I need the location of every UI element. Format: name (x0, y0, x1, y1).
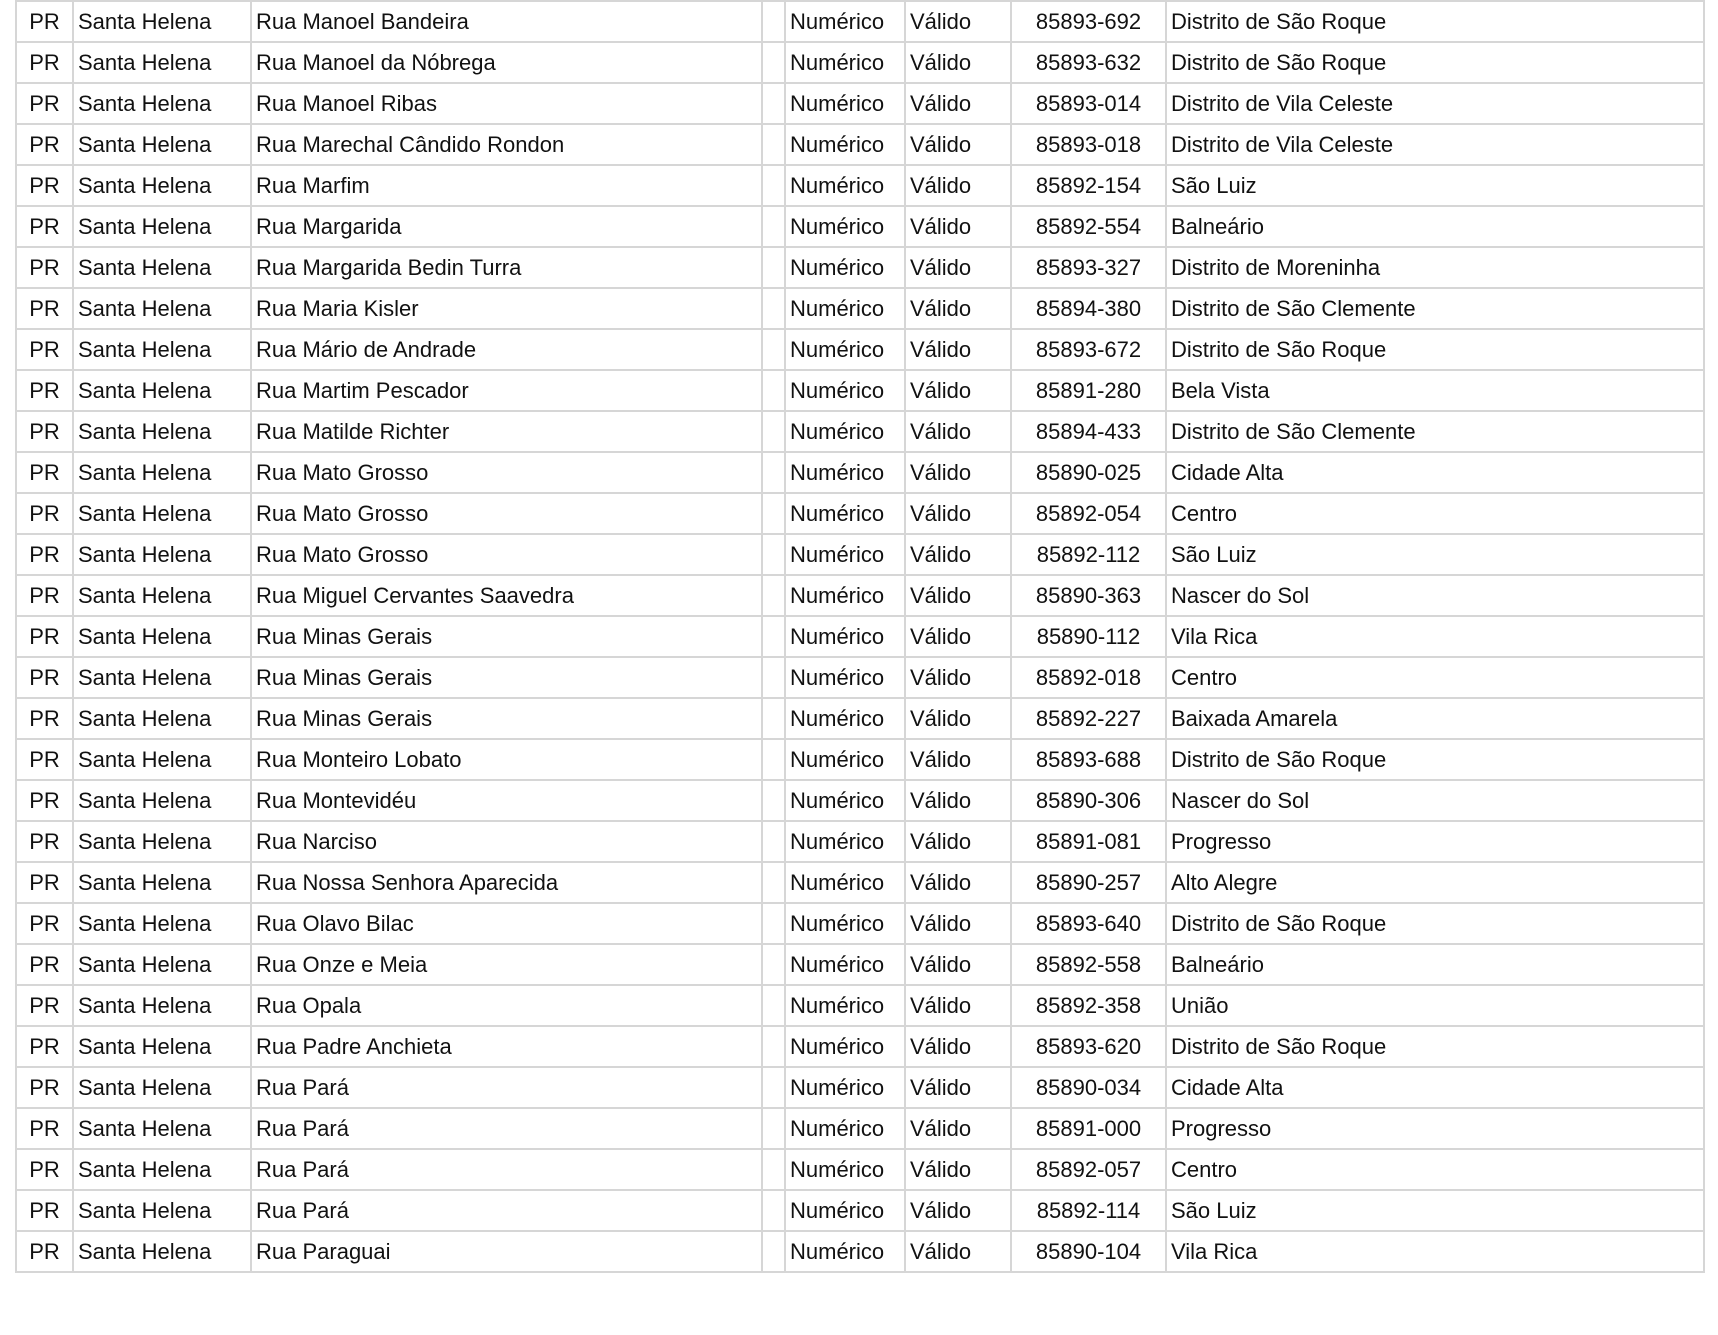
city-cell: Santa Helena (73, 698, 251, 739)
table-row (16, 1108, 1704, 1149)
neighborhood-cell: Distrito de Moreninha (1166, 247, 1704, 288)
spacer-cell (762, 575, 785, 616)
status-cell: Válido (905, 698, 1011, 739)
status-cell: Válido (905, 165, 1011, 206)
type-cell: Numérico (785, 247, 905, 288)
table-row (16, 1149, 1704, 1190)
uf-cell: PR (16, 124, 73, 165)
uf-cell: PR (16, 698, 73, 739)
table-row (16, 575, 1704, 616)
status-cell: Válido (905, 534, 1011, 575)
spacer-cell (762, 1108, 785, 1149)
city-cell: Santa Helena (73, 821, 251, 862)
neighborhood-cell: Vila Rica (1166, 1231, 1704, 1272)
uf-cell: PR (16, 780, 73, 821)
status-cell: Válido (905, 616, 1011, 657)
spacer-cell (762, 1026, 785, 1067)
table-row (16, 1231, 1704, 1272)
spacer-cell (762, 42, 785, 83)
cep-cell: 85890-034 (1011, 1067, 1166, 1108)
table-row (16, 165, 1704, 206)
cep-cell: 85892-227 (1011, 698, 1166, 739)
city-cell: Santa Helena (73, 206, 251, 247)
cep-cell: 85893-018 (1011, 124, 1166, 165)
status-cell: Válido (905, 42, 1011, 83)
street-cell: Rua Marfim (251, 165, 762, 206)
type-cell: Numérico (785, 493, 905, 534)
street-cell: Rua Pará (251, 1067, 762, 1108)
type-cell: Numérico (785, 42, 905, 83)
type-cell: Numérico (785, 1108, 905, 1149)
status-cell: Válido (905, 452, 1011, 493)
spacer-cell (762, 1, 785, 42)
city-cell: Santa Helena (73, 616, 251, 657)
type-cell: Numérico (785, 944, 905, 985)
city-cell: Santa Helena (73, 1108, 251, 1149)
spacer-cell (762, 657, 785, 698)
cep-table (15, 0, 1705, 1273)
uf-cell: PR (16, 1231, 73, 1272)
status-cell: Válido (905, 780, 1011, 821)
table-row (16, 288, 1704, 329)
type-cell: Numérico (785, 1, 905, 42)
city-cell: Santa Helena (73, 247, 251, 288)
type-cell: Numérico (785, 83, 905, 124)
status-cell: Válido (905, 944, 1011, 985)
uf-cell: PR (16, 821, 73, 862)
street-cell: Rua Maria Kisler (251, 288, 762, 329)
table-row (16, 657, 1704, 698)
uf-cell: PR (16, 575, 73, 616)
uf-cell: PR (16, 1, 73, 42)
city-cell: Santa Helena (73, 329, 251, 370)
spacer-cell (762, 534, 785, 575)
table-row (16, 206, 1704, 247)
street-cell: Rua Minas Gerais (251, 698, 762, 739)
street-cell: Rua Onze e Meia (251, 944, 762, 985)
street-cell: Rua Manoel da Nóbrega (251, 42, 762, 83)
status-cell: Válido (905, 985, 1011, 1026)
status-cell: Válido (905, 288, 1011, 329)
uf-cell: PR (16, 862, 73, 903)
table-row (16, 1067, 1704, 1108)
street-cell: Rua Manoel Ribas (251, 83, 762, 124)
street-cell: Rua Nossa Senhora Aparecida (251, 862, 762, 903)
street-cell: Rua Miguel Cervantes Saavedra (251, 575, 762, 616)
cep-cell: 85890-257 (1011, 862, 1166, 903)
type-cell: Numérico (785, 165, 905, 206)
type-cell: Numérico (785, 657, 905, 698)
spacer-cell (762, 411, 785, 452)
status-cell: Válido (905, 83, 1011, 124)
status-cell: Válido (905, 493, 1011, 534)
street-cell: Rua Padre Anchieta (251, 1026, 762, 1067)
type-cell: Numérico (785, 1149, 905, 1190)
neighborhood-cell: Balneário (1166, 944, 1704, 985)
spacer-cell (762, 165, 785, 206)
uf-cell: PR (16, 493, 73, 534)
neighborhood-cell: Nascer do Sol (1166, 575, 1704, 616)
status-cell: Válido (905, 903, 1011, 944)
city-cell: Santa Helena (73, 780, 251, 821)
status-cell: Válido (905, 1190, 1011, 1231)
type-cell: Numérico (785, 698, 905, 739)
street-cell: Rua Margarida Bedin Turra (251, 247, 762, 288)
street-cell: Rua Minas Gerais (251, 657, 762, 698)
neighborhood-cell: Cidade Alta (1166, 1067, 1704, 1108)
spacer-cell (762, 206, 785, 247)
uf-cell: PR (16, 42, 73, 83)
uf-cell: PR (16, 903, 73, 944)
city-cell: Santa Helena (73, 1, 251, 42)
neighborhood-cell: Progresso (1166, 1108, 1704, 1149)
neighborhood-cell: Progresso (1166, 821, 1704, 862)
cep-cell: 85890-112 (1011, 616, 1166, 657)
spacer-cell (762, 83, 785, 124)
type-cell: Numérico (785, 1231, 905, 1272)
neighborhood-cell: São Luiz (1166, 534, 1704, 575)
spacer-cell (762, 1190, 785, 1231)
cep-cell: 85893-692 (1011, 1, 1166, 42)
status-cell: Válido (905, 575, 1011, 616)
city-cell: Santa Helena (73, 1190, 251, 1231)
status-cell: Válido (905, 329, 1011, 370)
uf-cell: PR (16, 165, 73, 206)
neighborhood-cell: São Luiz (1166, 165, 1704, 206)
cep-cell: 85891-000 (1011, 1108, 1166, 1149)
spacer-cell (762, 698, 785, 739)
street-cell: Rua Mato Grosso (251, 452, 762, 493)
spacer-cell (762, 1067, 785, 1108)
uf-cell: PR (16, 247, 73, 288)
spacer-cell (762, 452, 785, 493)
type-cell: Numérico (785, 985, 905, 1026)
spacer-cell (762, 780, 785, 821)
table-row (16, 329, 1704, 370)
city-cell: Santa Helena (73, 42, 251, 83)
cep-cell: 85890-363 (1011, 575, 1166, 616)
cep-cell: 85891-280 (1011, 370, 1166, 411)
type-cell: Numérico (785, 206, 905, 247)
status-cell: Válido (905, 247, 1011, 288)
neighborhood-cell: Bela Vista (1166, 370, 1704, 411)
type-cell: Numérico (785, 1026, 905, 1067)
neighborhood-cell: Distrito de São Roque (1166, 1, 1704, 42)
cep-cell: 85893-620 (1011, 1026, 1166, 1067)
table-row (16, 985, 1704, 1026)
table-row (16, 42, 1704, 83)
neighborhood-cell: Distrito de São Roque (1166, 42, 1704, 83)
city-cell: Santa Helena (73, 493, 251, 534)
spacer-cell (762, 124, 785, 165)
status-cell: Válido (905, 1108, 1011, 1149)
uf-cell: PR (16, 288, 73, 329)
cep-cell: 85893-688 (1011, 739, 1166, 780)
spacer-cell (762, 862, 785, 903)
table-body (16, 1, 1704, 1272)
status-cell: Válido (905, 821, 1011, 862)
status-cell: Válido (905, 1026, 1011, 1067)
cep-cell: 85893-632 (1011, 42, 1166, 83)
uf-cell: PR (16, 329, 73, 370)
street-cell: Rua Martim Pescador (251, 370, 762, 411)
table-row (16, 903, 1704, 944)
type-cell: Numérico (785, 862, 905, 903)
city-cell: Santa Helena (73, 657, 251, 698)
uf-cell: PR (16, 534, 73, 575)
type-cell: Numérico (785, 903, 905, 944)
cep-cell: 85890-306 (1011, 780, 1166, 821)
table-row (16, 698, 1704, 739)
cep-cell: 85891-081 (1011, 821, 1166, 862)
city-cell: Santa Helena (73, 944, 251, 985)
table-row (16, 452, 1704, 493)
spacer-cell (762, 821, 785, 862)
neighborhood-cell: Baixada Amarela (1166, 698, 1704, 739)
table-row (16, 780, 1704, 821)
city-cell: Santa Helena (73, 1026, 251, 1067)
street-cell: Rua Minas Gerais (251, 616, 762, 657)
spacer-cell (762, 616, 785, 657)
city-cell: Santa Helena (73, 1149, 251, 1190)
table-row (16, 411, 1704, 452)
neighborhood-cell: Alto Alegre (1166, 862, 1704, 903)
street-cell: Rua Mato Grosso (251, 493, 762, 534)
type-cell: Numérico (785, 452, 905, 493)
neighborhood-cell: Centro (1166, 1149, 1704, 1190)
cep-cell: 85894-433 (1011, 411, 1166, 452)
uf-cell: PR (16, 83, 73, 124)
uf-cell: PR (16, 370, 73, 411)
street-cell: Rua Pará (251, 1190, 762, 1231)
table-row (16, 862, 1704, 903)
city-cell: Santa Helena (73, 124, 251, 165)
type-cell: Numérico (785, 575, 905, 616)
city-cell: Santa Helena (73, 862, 251, 903)
spacer-cell (762, 903, 785, 944)
cep-cell: 85892-554 (1011, 206, 1166, 247)
table-row (16, 247, 1704, 288)
city-cell: Santa Helena (73, 452, 251, 493)
uf-cell: PR (16, 1067, 73, 1108)
neighborhood-cell: União (1166, 985, 1704, 1026)
table-row (16, 493, 1704, 534)
city-cell: Santa Helena (73, 739, 251, 780)
spacer-cell (762, 288, 785, 329)
uf-cell: PR (16, 411, 73, 452)
city-cell: Santa Helena (73, 1067, 251, 1108)
table-row (16, 944, 1704, 985)
status-cell: Válido (905, 862, 1011, 903)
city-cell: Santa Helena (73, 83, 251, 124)
city-cell: Santa Helena (73, 985, 251, 1026)
table-row (16, 616, 1704, 657)
neighborhood-cell: Distrito de São Roque (1166, 739, 1704, 780)
cep-cell: 85893-672 (1011, 329, 1166, 370)
uf-cell: PR (16, 657, 73, 698)
street-cell: Rua Montevidéu (251, 780, 762, 821)
spacer-cell (762, 985, 785, 1026)
city-cell: Santa Helena (73, 288, 251, 329)
type-cell: Numérico (785, 739, 905, 780)
type-cell: Numérico (785, 534, 905, 575)
table-row (16, 821, 1704, 862)
type-cell: Numérico (785, 288, 905, 329)
street-cell: Rua Margarida (251, 206, 762, 247)
uf-cell: PR (16, 616, 73, 657)
spacer-cell (762, 739, 785, 780)
neighborhood-cell: Distrito de Vila Celeste (1166, 124, 1704, 165)
cep-cell: 85893-327 (1011, 247, 1166, 288)
neighborhood-cell: Cidade Alta (1166, 452, 1704, 493)
status-cell: Válido (905, 657, 1011, 698)
type-cell: Numérico (785, 411, 905, 452)
neighborhood-cell: Distrito de São Roque (1166, 329, 1704, 370)
cep-cell: 85892-358 (1011, 985, 1166, 1026)
cep-cell: 85892-054 (1011, 493, 1166, 534)
status-cell: Válido (905, 1149, 1011, 1190)
street-cell: Rua Mário de Andrade (251, 329, 762, 370)
uf-cell: PR (16, 1190, 73, 1231)
spacer-cell (762, 247, 785, 288)
status-cell: Válido (905, 411, 1011, 452)
spacer-cell (762, 493, 785, 534)
spacer-cell (762, 370, 785, 411)
type-cell: Numérico (785, 780, 905, 821)
street-cell: Rua Narciso (251, 821, 762, 862)
neighborhood-cell: Balneário (1166, 206, 1704, 247)
neighborhood-cell: Distrito de São Clemente (1166, 288, 1704, 329)
neighborhood-cell: São Luiz (1166, 1190, 1704, 1231)
uf-cell: PR (16, 452, 73, 493)
street-cell: Rua Monteiro Lobato (251, 739, 762, 780)
cep-cell: 85892-112 (1011, 534, 1166, 575)
street-cell: Rua Pará (251, 1149, 762, 1190)
street-cell: Rua Mato Grosso (251, 534, 762, 575)
type-cell: Numérico (785, 1067, 905, 1108)
city-cell: Santa Helena (73, 370, 251, 411)
street-cell: Rua Pará (251, 1108, 762, 1149)
cep-cell: 85890-025 (1011, 452, 1166, 493)
type-cell: Numérico (785, 616, 905, 657)
status-cell: Válido (905, 206, 1011, 247)
spacer-cell (762, 1231, 785, 1272)
spacer-cell (762, 1149, 785, 1190)
table-row (16, 1190, 1704, 1231)
status-cell: Válido (905, 1231, 1011, 1272)
neighborhood-cell: Vila Rica (1166, 616, 1704, 657)
city-cell: Santa Helena (73, 1231, 251, 1272)
table-row (16, 534, 1704, 575)
table-row (16, 739, 1704, 780)
cep-cell: 85893-640 (1011, 903, 1166, 944)
uf-cell: PR (16, 1108, 73, 1149)
street-cell: Rua Matilde Richter (251, 411, 762, 452)
city-cell: Santa Helena (73, 903, 251, 944)
status-cell: Válido (905, 1067, 1011, 1108)
table-row (16, 370, 1704, 411)
uf-cell: PR (16, 1026, 73, 1067)
neighborhood-cell: Centro (1166, 493, 1704, 534)
status-cell: Válido (905, 370, 1011, 411)
status-cell: Válido (905, 739, 1011, 780)
neighborhood-cell: Centro (1166, 657, 1704, 698)
city-cell: Santa Helena (73, 534, 251, 575)
cep-cell: 85892-057 (1011, 1149, 1166, 1190)
type-cell: Numérico (785, 329, 905, 370)
neighborhood-cell: Distrito de Vila Celeste (1166, 83, 1704, 124)
spacer-cell (762, 329, 785, 370)
cep-cell: 85892-154 (1011, 165, 1166, 206)
city-cell: Santa Helena (73, 575, 251, 616)
street-cell: Rua Paraguai (251, 1231, 762, 1272)
table-row (16, 83, 1704, 124)
cep-cell: 85893-014 (1011, 83, 1166, 124)
street-cell: Rua Manoel Bandeira (251, 1, 762, 42)
cep-cell: 85892-114 (1011, 1190, 1166, 1231)
neighborhood-cell: Distrito de São Roque (1166, 903, 1704, 944)
neighborhood-cell: Distrito de São Clemente (1166, 411, 1704, 452)
cep-cell: 85890-104 (1011, 1231, 1166, 1272)
spacer-cell (762, 944, 785, 985)
street-cell: Rua Marechal Cândido Rondon (251, 124, 762, 165)
city-cell: Santa Helena (73, 165, 251, 206)
table-row (16, 124, 1704, 165)
table-row (16, 1026, 1704, 1067)
type-cell: Numérico (785, 370, 905, 411)
uf-cell: PR (16, 206, 73, 247)
status-cell: Válido (905, 1, 1011, 42)
table-row (16, 1, 1704, 42)
neighborhood-cell: Distrito de São Roque (1166, 1026, 1704, 1067)
street-cell: Rua Olavo Bilac (251, 903, 762, 944)
uf-cell: PR (16, 739, 73, 780)
type-cell: Numérico (785, 124, 905, 165)
type-cell: Numérico (785, 1190, 905, 1231)
uf-cell: PR (16, 1149, 73, 1190)
cep-cell: 85892-558 (1011, 944, 1166, 985)
cep-cell: 85894-380 (1011, 288, 1166, 329)
status-cell: Válido (905, 124, 1011, 165)
type-cell: Numérico (785, 821, 905, 862)
street-cell: Rua Opala (251, 985, 762, 1026)
uf-cell: PR (16, 944, 73, 985)
neighborhood-cell: Nascer do Sol (1166, 780, 1704, 821)
cep-cell: 85892-018 (1011, 657, 1166, 698)
city-cell: Santa Helena (73, 411, 251, 452)
uf-cell: PR (16, 985, 73, 1026)
